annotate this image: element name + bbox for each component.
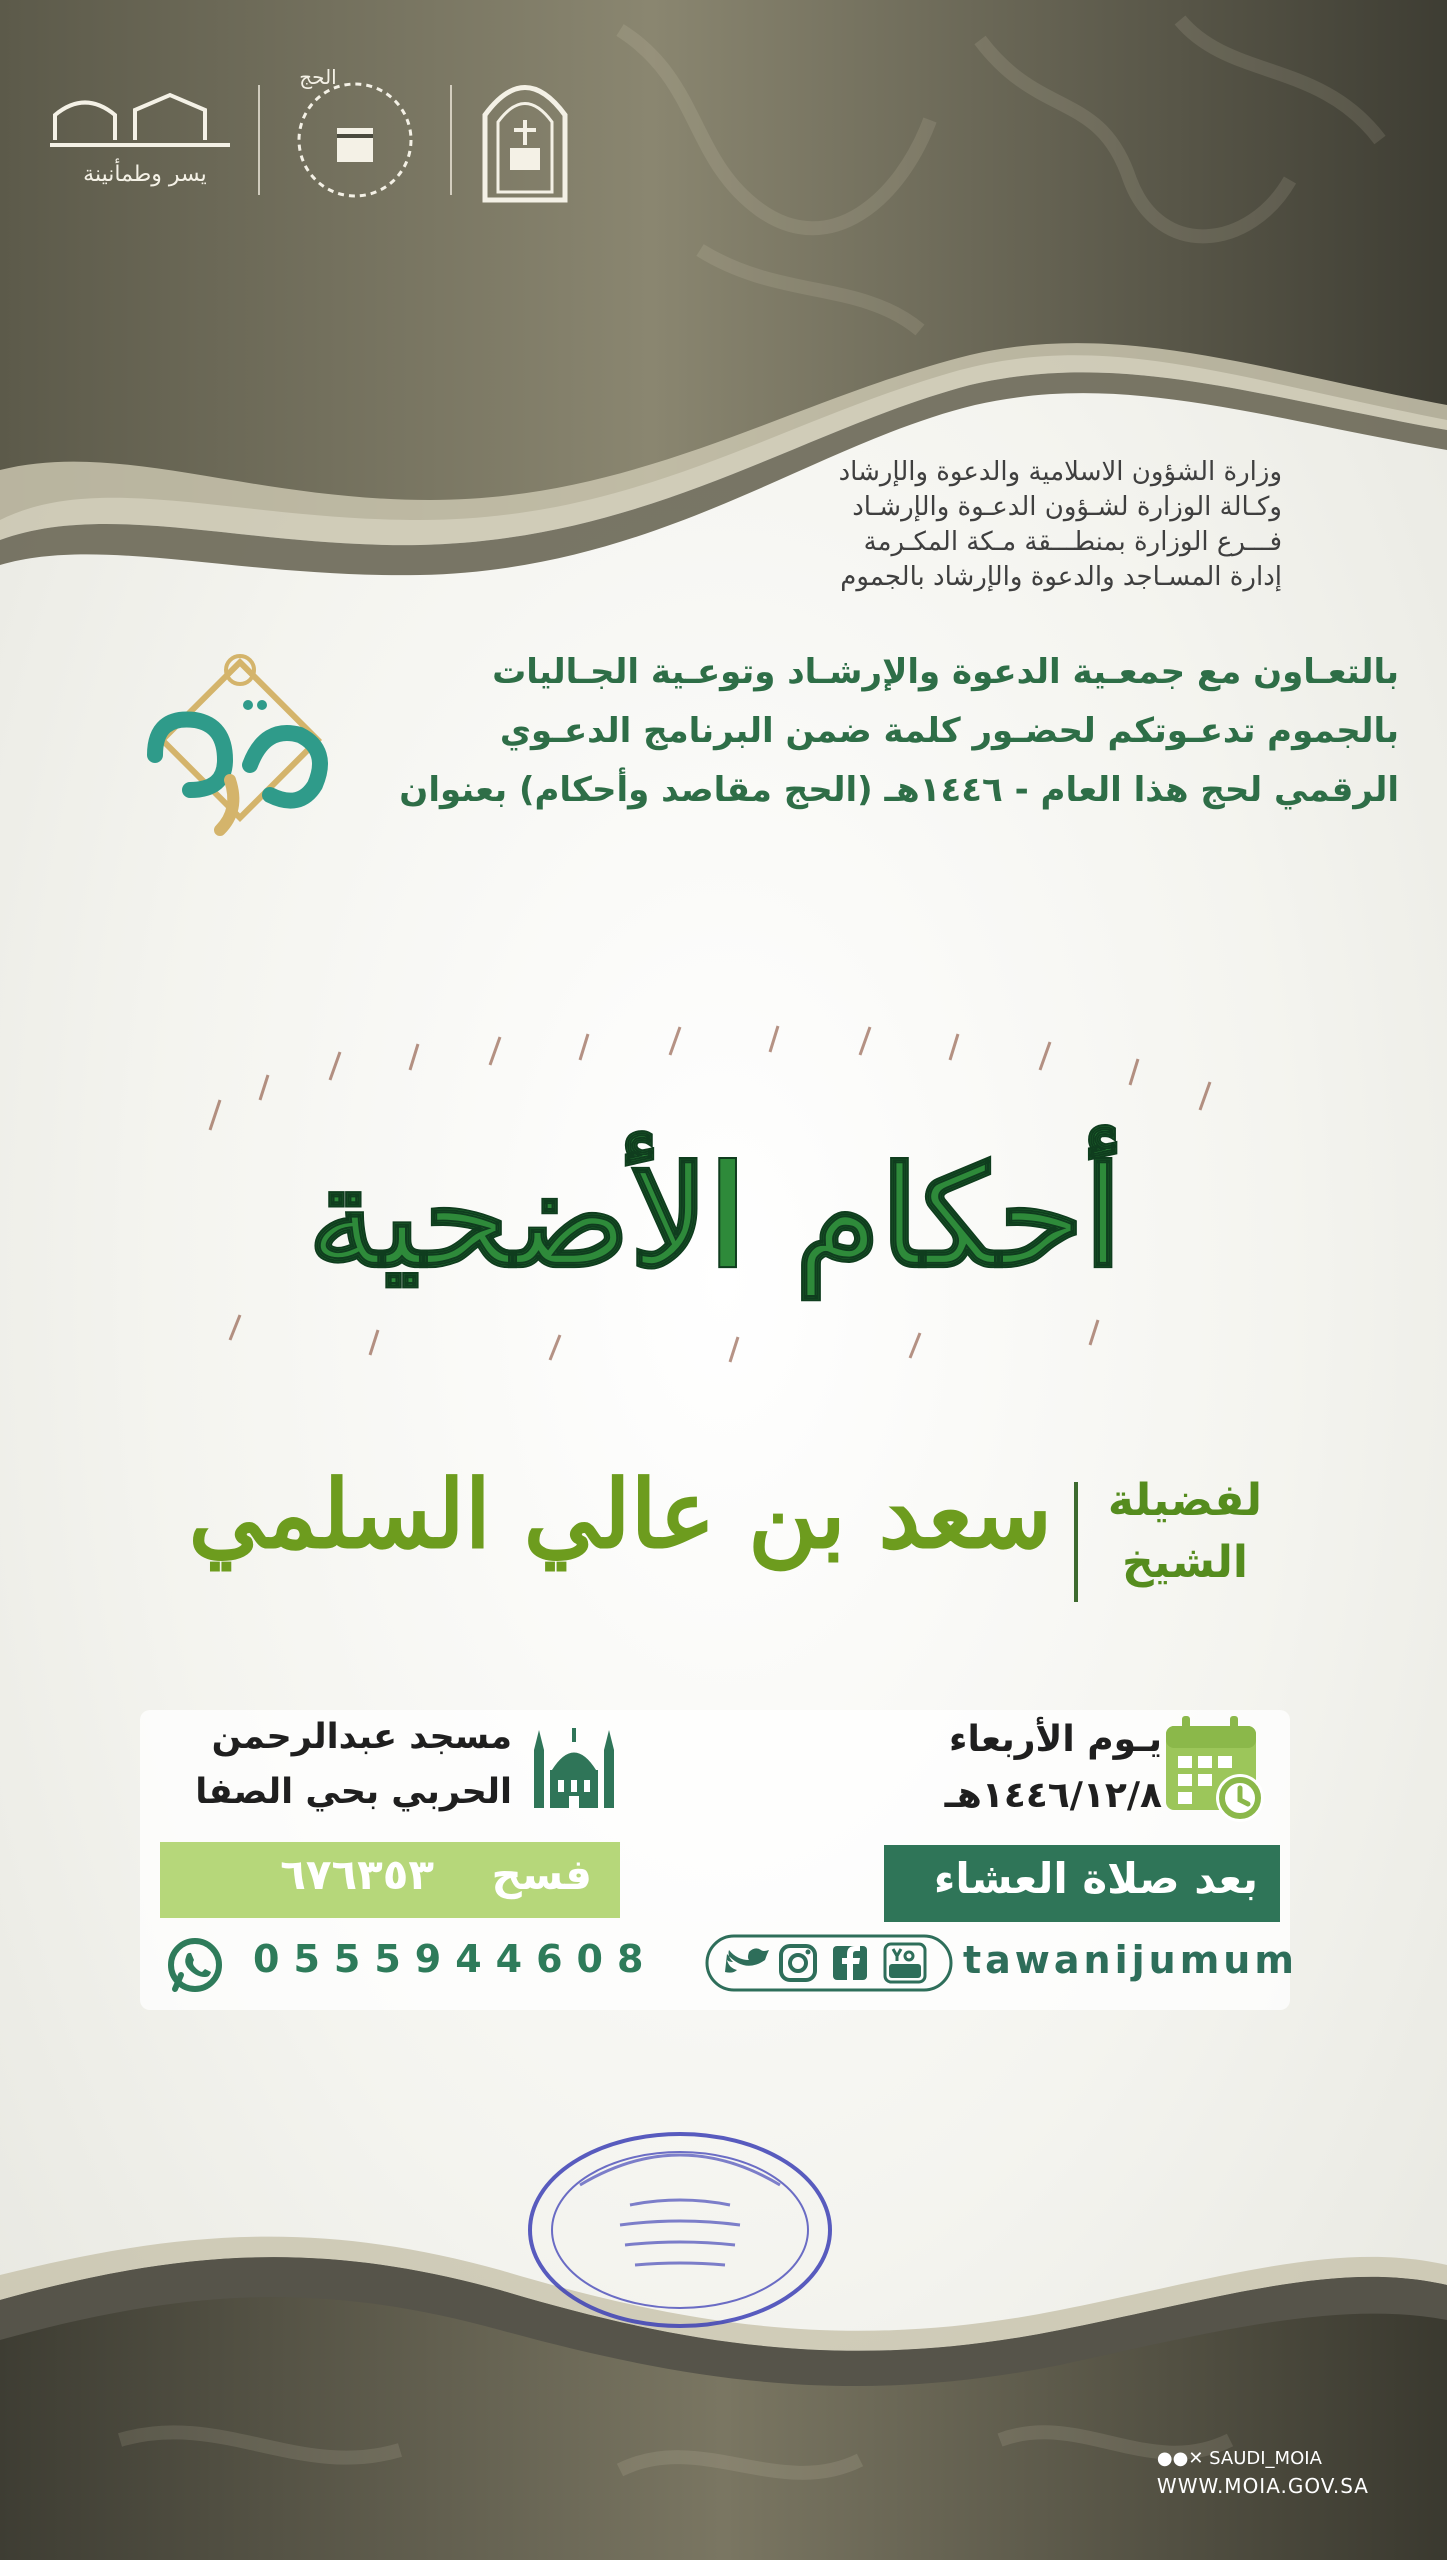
ministry-emblem xyxy=(470,60,580,210)
invitation-line: الرقمي لحج هذا العام - ١٤٤٦هـ (الحج مقاصد وأحكام) بعنوان xyxy=(399,770,1399,810)
event-time-box xyxy=(884,1845,1280,1922)
footer-social xyxy=(1157,2446,1369,2472)
speaker-divider xyxy=(1074,1482,1078,1602)
ministry-line: وزارة الشؤون الاسلامية والدعوة والإرشاد xyxy=(838,457,1282,487)
main-title xyxy=(170,1010,1260,1410)
ministry-line: إدارة المسـاجد والدعوة والإرشاد بالجموم xyxy=(840,562,1282,592)
instagram-icon xyxy=(781,1946,815,1980)
footer xyxy=(1157,2446,1369,2500)
invitation-line: بالجموم تدعـوتكم لحضـور كلمة ضمن البرنامج الدعـوي xyxy=(499,711,1399,751)
social-icons xyxy=(705,1932,955,1994)
permit-box xyxy=(160,1842,620,1918)
event-day: يـوم الأربعاء xyxy=(949,1719,1162,1760)
event-time: بعد صلاة العشاء xyxy=(933,1854,1258,1903)
location xyxy=(195,1710,512,1820)
calendar-icon xyxy=(1160,1712,1270,1827)
location-line: الحربي بحي الصفا xyxy=(195,1772,512,1812)
event-hijri-date: ١٤٤٦/١٢/٨هـ xyxy=(944,1775,1162,1816)
twitter-icon xyxy=(725,1948,769,1972)
event-date xyxy=(945,1712,1162,1824)
facebook-icon xyxy=(833,1946,867,1980)
footer-url[interactable]: WWW.MOIA.GOV.SA xyxy=(1156,2474,1369,2498)
whatsapp-icon xyxy=(165,1935,225,1995)
hajj-logo-text: الحج xyxy=(299,65,337,89)
speaker-title-line: الشيخ xyxy=(1121,1537,1249,1588)
permit-number: ٦٧٦٣٥٣ xyxy=(280,1850,434,1899)
hajj-logo xyxy=(285,70,425,210)
logo-divider xyxy=(258,85,260,195)
permit-label: فسح xyxy=(491,1850,592,1899)
dawah-association-logo xyxy=(130,645,350,860)
official-stamp xyxy=(520,2125,840,2335)
social-handle[interactable]: tawanijumum xyxy=(963,1938,1298,1982)
social-links xyxy=(705,1932,1298,1994)
invitation-text xyxy=(399,643,1399,820)
main-title-text: أحكام الأضحية xyxy=(307,1135,1123,1298)
speaker-name: سعد بن عالي السلمي xyxy=(188,1460,1052,1570)
yusr-logo-text: يسر وطمأنينة xyxy=(83,162,207,187)
phone-number: 0555944608 xyxy=(253,1937,658,1981)
ministry-line: فـــرع الوزارة بمنطـــقة مـكة المكـرمة xyxy=(863,527,1282,557)
logo-divider xyxy=(450,85,452,195)
social-glyphs-icon: ●●✕ xyxy=(1156,2448,1210,2469)
mosque-icon xyxy=(530,1720,618,1810)
youtube-icon xyxy=(885,1944,925,1982)
ministry-lines xyxy=(839,455,1282,595)
header-logos xyxy=(40,60,580,210)
contact-phone[interactable] xyxy=(165,1935,658,1995)
footer-handle: SAUDI_MOIA xyxy=(1209,2448,1322,2469)
location-line: مسجد عبدالرحمن xyxy=(211,1717,512,1757)
speaker-title-line: لفضيلة xyxy=(1107,1475,1263,1526)
speaker xyxy=(160,1440,1270,1650)
invitation-line: بالتعـاون مع جمعـية الدعوة والإرشـاد وتوعـية الجـاليات xyxy=(492,652,1399,692)
ministry-line: وكـالة الوزارة لشـؤون الدعـوة والإرشـاد xyxy=(852,492,1282,522)
speaker-title xyxy=(1100,1470,1270,1594)
